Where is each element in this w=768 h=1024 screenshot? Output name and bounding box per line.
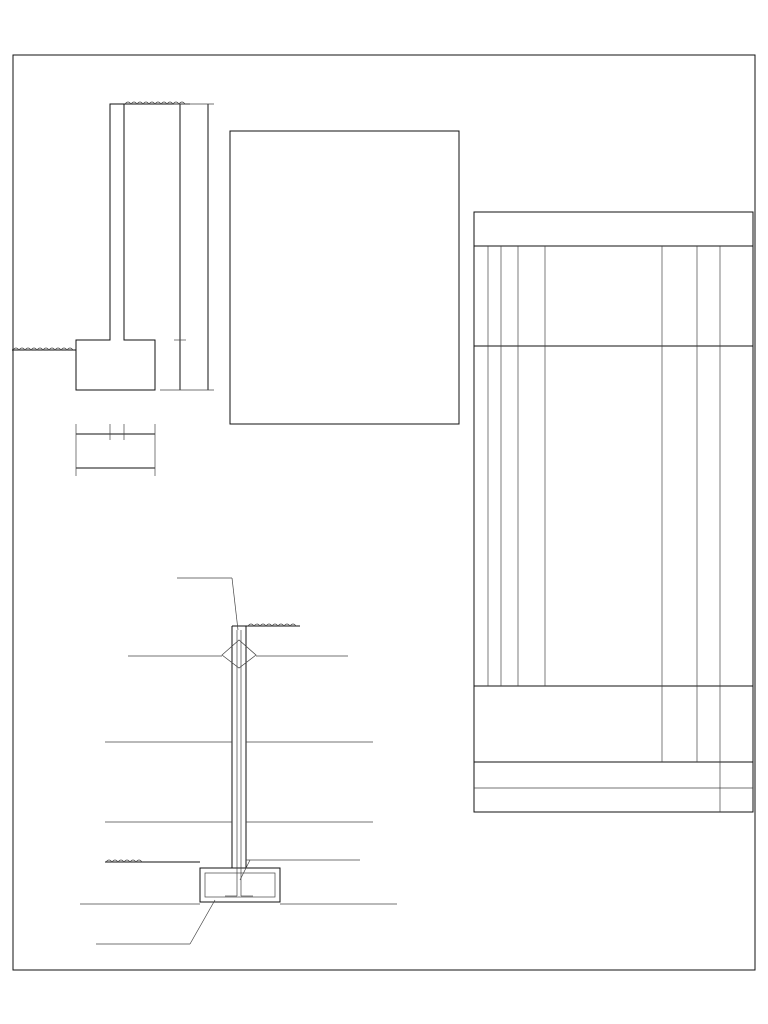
leaders	[80, 578, 397, 944]
spec-box	[230, 131, 459, 424]
wall-section	[76, 104, 155, 390]
crown-stirrup	[222, 640, 256, 668]
bar-schedule-table	[474, 212, 753, 812]
reinforcement-section	[80, 578, 397, 944]
table-frame	[474, 212, 753, 812]
soil-mark-intrados	[106, 860, 142, 862]
footing-rebar	[205, 873, 275, 897]
geometry-sketch	[12, 102, 214, 476]
